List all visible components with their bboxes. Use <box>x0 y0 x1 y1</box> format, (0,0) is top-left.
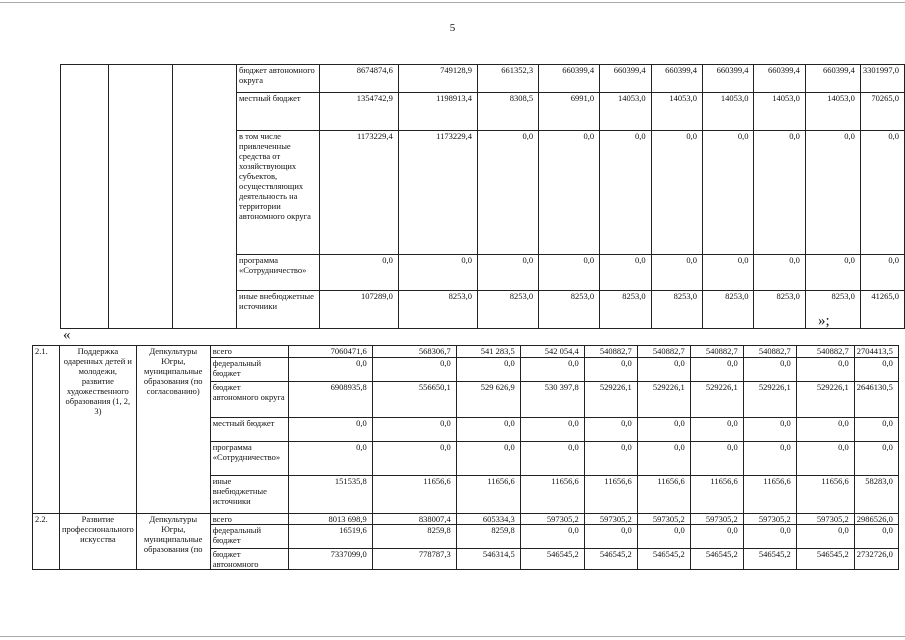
amount-cell: 2986526,0 <box>854 514 898 525</box>
funding-source-label: бюджет автономного <box>210 549 288 570</box>
amount-cell: 0,0 <box>288 418 372 442</box>
amount-cell: 0,0 <box>637 358 690 382</box>
amount-cell: 529226,1 <box>743 382 796 418</box>
amount-cell: 546545,2 <box>690 549 743 570</box>
amount-cell: 16519,6 <box>288 525 372 549</box>
amount-cell: 0,0 <box>796 418 854 442</box>
amount-cell: 0,0 <box>477 131 538 255</box>
amount-cell: 0,0 <box>456 442 520 476</box>
amount-cell: 529226,1 <box>690 382 743 418</box>
amount-cell: 530 397,8 <box>520 382 584 418</box>
amount-cell: 14053,0 <box>651 93 702 131</box>
amount-cell: 0,0 <box>372 442 456 476</box>
amount-cell: 8253,0 <box>703 291 754 329</box>
amount-cell: 597305,2 <box>637 514 690 525</box>
amount-cell: 529226,1 <box>796 382 854 418</box>
amount-cell: 11656,6 <box>743 476 796 514</box>
amount-cell: 0,0 <box>854 525 898 549</box>
amount-cell: 0,0 <box>520 442 584 476</box>
funding-source-label: федеральный бюджет <box>210 525 288 549</box>
closing-quote: »; <box>818 313 830 329</box>
amount-cell: 556650,1 <box>372 382 456 418</box>
amount-cell: 0,0 <box>854 442 898 476</box>
amount-cell: 546545,2 <box>743 549 796 570</box>
item-name: Поддержка одаренных детей и молодежи, развитие художественного образования (1, 2, 3) <box>60 346 137 514</box>
amount-cell: 529226,1 <box>637 382 690 418</box>
amount-cell: 8253,0 <box>600 291 651 329</box>
amount-cell: 660399,4 <box>651 65 702 93</box>
amount-cell: 540882,7 <box>637 346 690 358</box>
funding-source-label: бюджет автономного округа <box>237 65 320 93</box>
amount-cell: 41265,0 <box>860 291 904 329</box>
amount-cell: 660399,4 <box>703 65 754 93</box>
name-cell <box>109 65 173 329</box>
amount-cell: 0,0 <box>805 255 860 291</box>
amount-cell: 660399,4 <box>805 65 860 93</box>
amount-cell: 14053,0 <box>805 93 860 131</box>
funding-source-label: иные внебюджетные источники <box>210 476 288 514</box>
amount-cell: 7337099,0 <box>288 549 372 570</box>
amount-cell: 546545,2 <box>637 549 690 570</box>
funding-source-label: федеральный бюджет <box>210 358 288 382</box>
amount-cell: 151535,8 <box>288 476 372 514</box>
amount-cell: 8674874,6 <box>319 65 398 93</box>
amount-cell: 11656,6 <box>690 476 743 514</box>
amount-cell: 6908935,8 <box>288 382 372 418</box>
amount-cell: 0,0 <box>539 255 600 291</box>
budget-table-continued <box>60 64 905 329</box>
amount-cell: 0,0 <box>637 525 690 549</box>
amount-cell: 11656,6 <box>456 476 520 514</box>
funding-source-label: всего <box>210 514 288 525</box>
funding-source-label: местный бюджет <box>210 418 288 442</box>
amount-cell: 542 054,4 <box>520 346 584 358</box>
amount-cell: 540882,7 <box>690 346 743 358</box>
amount-cell: 568306,7 <box>372 346 456 358</box>
amount-cell: 11656,6 <box>520 476 584 514</box>
amount-cell: 546545,2 <box>796 549 854 570</box>
amount-cell: 2646130,5 <box>854 382 898 418</box>
amount-cell: 541 283,5 <box>456 346 520 358</box>
amount-cell: 0,0 <box>520 418 584 442</box>
amount-cell: 0,0 <box>539 131 600 255</box>
amount-cell: 597305,2 <box>743 514 796 525</box>
amount-cell: 0,0 <box>690 525 743 549</box>
number-cell <box>61 65 109 329</box>
amount-cell: 0,0 <box>288 358 372 382</box>
amount-cell: 6991,0 <box>539 93 600 131</box>
item-executor: Депкультуры Югры, муниципальные образования (по согласованию) <box>136 346 210 514</box>
amount-cell: 597305,2 <box>520 514 584 525</box>
amount-cell: 0,0 <box>703 131 754 255</box>
amount-cell: 1173229,4 <box>398 131 477 255</box>
amount-cell: 661352,3 <box>477 65 538 93</box>
amount-cell: 0,0 <box>456 358 520 382</box>
amount-cell: 8013 698,9 <box>288 514 372 525</box>
amount-cell: 8253,0 <box>539 291 600 329</box>
amount-cell: 0,0 <box>743 358 796 382</box>
amount-cell: 0,0 <box>319 255 398 291</box>
amount-cell: 778787,3 <box>372 549 456 570</box>
amount-cell: 107289,0 <box>319 291 398 329</box>
amount-cell: 540882,7 <box>796 346 854 358</box>
table-row <box>33 346 899 358</box>
amount-cell: 660399,4 <box>600 65 651 93</box>
item-name: Развитие профессионального искусства <box>60 514 137 570</box>
amount-cell: 0,0 <box>600 131 651 255</box>
amount-cell: 14053,0 <box>754 93 805 131</box>
budget-table-new <box>32 345 899 570</box>
amount-cell: 0,0 <box>743 418 796 442</box>
funding-source-label: в том числе привлеченные средства от хозяйствующих субъектов, осуществляющих деятельность на территории автономного округа <box>237 131 320 255</box>
amount-cell: 0,0 <box>796 358 854 382</box>
top-edge <box>0 2 905 3</box>
amount-cell: 0,0 <box>637 418 690 442</box>
amount-cell: 2732726,0 <box>854 549 898 570</box>
amount-cell: 0,0 <box>743 442 796 476</box>
amount-cell: 0,0 <box>805 131 860 255</box>
amount-cell: 0,0 <box>584 525 637 549</box>
funding-source-label: иные внебюджетные источники <box>237 291 320 329</box>
item-number: 2.1. <box>33 346 60 514</box>
amount-cell: 0,0 <box>854 358 898 382</box>
amount-cell: 11656,6 <box>796 476 854 514</box>
amount-cell: 0,0 <box>860 131 904 255</box>
amount-cell: 0,0 <box>584 358 637 382</box>
amount-cell: 0,0 <box>584 442 637 476</box>
amount-cell: 14053,0 <box>600 93 651 131</box>
amount-cell: 660399,4 <box>539 65 600 93</box>
page-number: 5 <box>449 22 456 34</box>
amount-cell: 11656,6 <box>372 476 456 514</box>
amount-cell: 0,0 <box>584 418 637 442</box>
amount-cell: 8259,8 <box>456 525 520 549</box>
amount-cell: 0,0 <box>690 418 743 442</box>
amount-cell: 0,0 <box>456 418 520 442</box>
opening-quote: « <box>63 327 71 343</box>
amount-cell: 1198913,4 <box>398 93 477 131</box>
amount-cell: 0,0 <box>600 255 651 291</box>
amount-cell: 0,0 <box>520 358 584 382</box>
amount-cell: 838007,4 <box>372 514 456 525</box>
amount-cell: 58283,0 <box>854 476 898 514</box>
amount-cell: 0,0 <box>651 131 702 255</box>
amount-cell: 11656,6 <box>637 476 690 514</box>
amount-cell: 7060471,6 <box>288 346 372 358</box>
amount-cell: 0,0 <box>754 131 805 255</box>
bottom-edge <box>0 636 905 637</box>
amount-cell: 0,0 <box>743 525 796 549</box>
amount-cell: 605334,3 <box>456 514 520 525</box>
amount-cell: 8308,5 <box>477 93 538 131</box>
amount-cell: 0,0 <box>690 358 743 382</box>
amount-cell: 529 626,9 <box>456 382 520 418</box>
amount-cell: 8253,0 <box>477 291 538 329</box>
amount-cell: 1173229,4 <box>319 131 398 255</box>
amount-cell: 597305,2 <box>796 514 854 525</box>
amount-cell: 749128,9 <box>398 65 477 93</box>
amount-cell: 0,0 <box>520 525 584 549</box>
executor-cell <box>173 65 237 329</box>
amount-cell: 8253,0 <box>754 291 805 329</box>
amount-cell: 0,0 <box>288 442 372 476</box>
amount-cell: 0,0 <box>372 358 456 382</box>
amount-cell: 8253,0 <box>398 291 477 329</box>
amount-cell: 529226,1 <box>584 382 637 418</box>
amount-cell: 546314,5 <box>456 549 520 570</box>
funding-source-label: программа «Сотрудничество» <box>210 442 288 476</box>
table-row <box>61 65 905 93</box>
amount-cell: 0,0 <box>477 255 538 291</box>
amount-cell: 8259,8 <box>372 525 456 549</box>
funding-source-label: бюджет автономного округа <box>210 382 288 418</box>
item-executor: Депкультуры Югры, муниципальные образования (по <box>136 514 210 570</box>
amount-cell: 0,0 <box>703 255 754 291</box>
amount-cell: 0,0 <box>637 442 690 476</box>
amount-cell: 540882,7 <box>584 346 637 358</box>
amount-cell: 597305,2 <box>690 514 743 525</box>
amount-cell: 2704413,5 <box>854 346 898 358</box>
amount-cell: 540882,7 <box>743 346 796 358</box>
funding-source-label: программа «Сотрудничество» <box>237 255 320 291</box>
amount-cell: 546545,2 <box>584 549 637 570</box>
item-number: 2.2. <box>33 514 60 570</box>
amount-cell: 0,0 <box>796 442 854 476</box>
table-row <box>33 514 899 525</box>
amount-cell: 8253,0 <box>805 291 860 329</box>
amount-cell: 0,0 <box>398 255 477 291</box>
amount-cell: 0,0 <box>796 525 854 549</box>
amount-cell: 0,0 <box>651 255 702 291</box>
amount-cell: 11656,6 <box>584 476 637 514</box>
amount-cell: 0,0 <box>754 255 805 291</box>
funding-source-label: местный бюджет <box>237 93 320 131</box>
amount-cell: 14053,0 <box>703 93 754 131</box>
amount-cell: 8253,0 <box>651 291 702 329</box>
amount-cell: 660399,4 <box>754 65 805 93</box>
funding-source-label: всего <box>210 346 288 358</box>
amount-cell: 0,0 <box>690 442 743 476</box>
amount-cell: 0,0 <box>860 255 904 291</box>
amount-cell: 70265,0 <box>860 93 904 131</box>
amount-cell: 546545,2 <box>520 549 584 570</box>
amount-cell: 0,0 <box>372 418 456 442</box>
amount-cell: 0,0 <box>854 418 898 442</box>
amount-cell: 1354742,9 <box>319 93 398 131</box>
amount-cell: 597305,2 <box>584 514 637 525</box>
amount-cell: 3301997,0 <box>860 65 904 93</box>
